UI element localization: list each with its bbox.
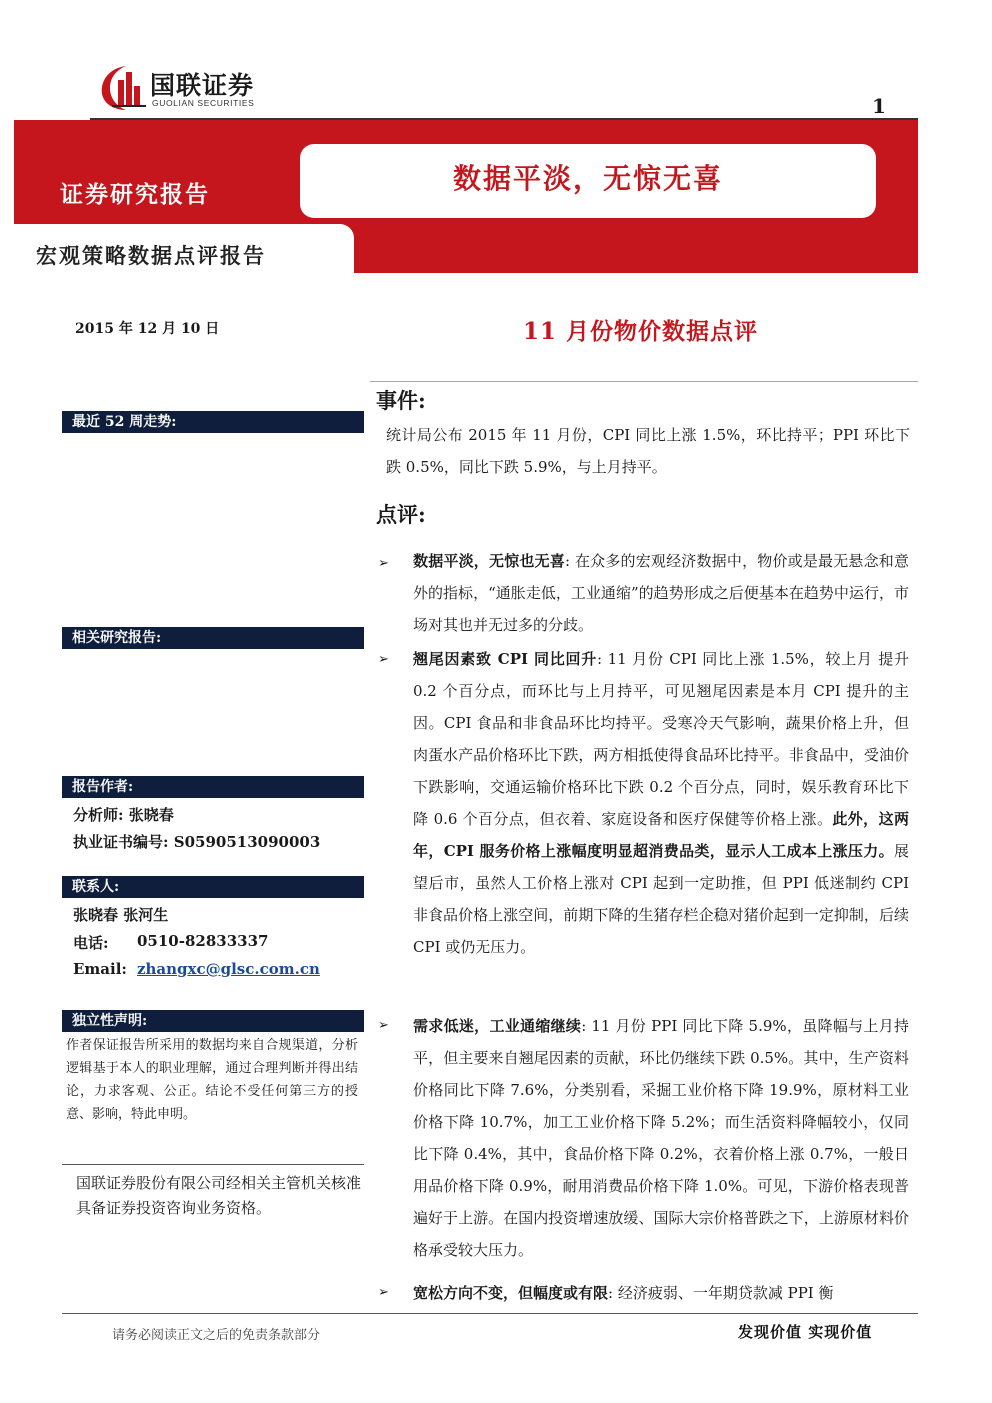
email-label: Email: bbox=[73, 960, 127, 978]
comment-body: : 经济疲弱、一年期贷款减 PPI 衡 bbox=[608, 1284, 834, 1302]
comment-item bbox=[413, 545, 909, 641]
report-subtitle: 11 月份物价数据点评 bbox=[523, 318, 759, 345]
footer-slogan: 发现价值 实现价值 bbox=[738, 1323, 873, 1341]
related-reports-heading: 相关研究报告: bbox=[62, 627, 364, 649]
trend-heading: 最近 52 周走势: bbox=[62, 411, 364, 433]
license-number: 执业证书编号: S0590513090003 bbox=[73, 833, 321, 851]
comment-lead: 数据平淡，无惊也无喜 bbox=[413, 552, 565, 570]
comment-heading: 点评: bbox=[376, 502, 426, 527]
report-series: 证券研究报告 bbox=[60, 181, 210, 208]
bullet-arrow-icon: ➢ bbox=[378, 1018, 389, 1033]
independence-statement: 作者保证报告所采用的数据均来自合规渠道，分析逻辑基于本人的职业理解，通过合理判断并得出结论，力求客观、公正。结论不受任何第三方的授意、影响，特此申明。 bbox=[66, 1038, 358, 1122]
comment-item bbox=[413, 1277, 909, 1309]
footer-rule bbox=[62, 1313, 918, 1314]
report-type: 宏观策略数据点评报告 bbox=[36, 243, 266, 268]
comment-lead: 宽松方向不变，但幅度或有限 bbox=[413, 1284, 609, 1302]
independence-heading: 独立性声明: bbox=[62, 1010, 364, 1032]
bullet-arrow-icon: ➢ bbox=[378, 1285, 389, 1300]
qualification-statement: 国联证券股份有限公司经相关主管机关核准具备证券投资咨询业务资格。 bbox=[76, 1174, 362, 1217]
comment-body: : 在众多的宏观经济数据中，物价或是最无悬念和意外的指标，“通胀走低，工业通缩”的趋势形成之后便基本在趋势中运行，市场对其也并无过多的分歧。 bbox=[413, 552, 909, 634]
logo-english: GUOLIAN SECURITIES bbox=[152, 98, 255, 108]
footer-disclaimer: 请务必阅读正文之后的免责条款部分 bbox=[112, 1328, 321, 1343]
comment-body: : 11 月份 PPI 同比下降 5.9%，虽降幅与上月持平，但主要来自翘尾因素的贡献，环比仍继续下跌 0.5%。其中，生产资料价格同比下降 7.6%，分类别看，采掘工业价格下降 19.9%，原材料工业价格下降 10.7%，加工工业价格下降 5.2%；而生活资料降幅较小，仅同比下降 0.4%，其中，食品价格下降 0.2%，衣着价格上涨 0.7%，一般日用品价格下降 0.9%，耐用消费品价格下降 1.0%。可见，下游价格表现普遍好于上游。在国内投资增速放缓、国际大宗价格普跌之下，上游原材料价格承受较大压力。 bbox=[413, 1017, 909, 1259]
subtitle-rule bbox=[370, 381, 918, 382]
author-heading: 报告作者: bbox=[62, 776, 364, 798]
phone-label: 电话: bbox=[73, 934, 109, 952]
event-text: 统计局公布 2015 年 11 月份，CPI 同比上涨 1.5%，环比持平；PPI 环比下跌 0.5%，同比下跌 5.9%，与上月持平。 bbox=[386, 426, 910, 476]
report-date: 2015 年 12 月 10 日 bbox=[75, 321, 220, 337]
event-heading: 事件: bbox=[376, 388, 426, 413]
comment-lead: 需求低迷，工业通缩继续 bbox=[413, 1017, 582, 1035]
analyst-name: 分析师: 张晓春 bbox=[73, 806, 174, 824]
comment-item bbox=[413, 643, 909, 963]
comment-body-continued: 展望后市，虽然人工价格上涨对 CPI 起到一定助推，但 PPI 低迷制约 CPI 非食品价格上涨空间，前期下降的生猪存栏企稳对猪价起到一定抑制，后续 CPI 或仍无压力。 bbox=[413, 842, 909, 956]
contact-names: 张晓春 张河生 bbox=[73, 906, 169, 924]
comment-lead: 翘尾因素致 CPI 同比回升 bbox=[413, 650, 598, 668]
comment-body: : 11 月份 CPI 同比上涨 1.5%，较上月 提升 0.2 个百分点，而环比与上月持平，可见翘尾因素是本月 CPI 提升的主因。CPI 食品和非食品环比均持平。受寒冷天气影响，蔬果价格上升，但肉蛋水产品价格环比下跌，两方相抵使得食品环比持平。非食品中，受油价下跌影响，交通运输价格环比下跌 0.2 个百分点，同时，娱乐教育环比下降 0.6 个百分点，但衣着、家庭设备和医疗保健等价格上涨。 bbox=[413, 650, 909, 828]
page-number: 1 bbox=[872, 94, 886, 118]
phone-number: 0510-82833337 bbox=[137, 932, 269, 950]
logo-text: 国联证券 bbox=[150, 71, 255, 100]
report-title: 数据平淡，无惊无喜 bbox=[452, 162, 723, 195]
contact-heading: 联系人: bbox=[62, 876, 364, 898]
bullet-arrow-icon: ➢ bbox=[378, 652, 389, 667]
sidebar-divider bbox=[62, 1164, 364, 1165]
comment-emphasis: 此外，这两年，CPI 服务价格上涨幅度明显超消费品类，显示人工成本上涨压力。 bbox=[413, 810, 909, 860]
guolian-logo-icon bbox=[96, 62, 156, 112]
email-link[interactable]: zhangxc@glsc.com.cn bbox=[137, 960, 320, 978]
comment-item bbox=[413, 1010, 909, 1266]
bullet-arrow-icon: ➢ bbox=[378, 556, 389, 571]
